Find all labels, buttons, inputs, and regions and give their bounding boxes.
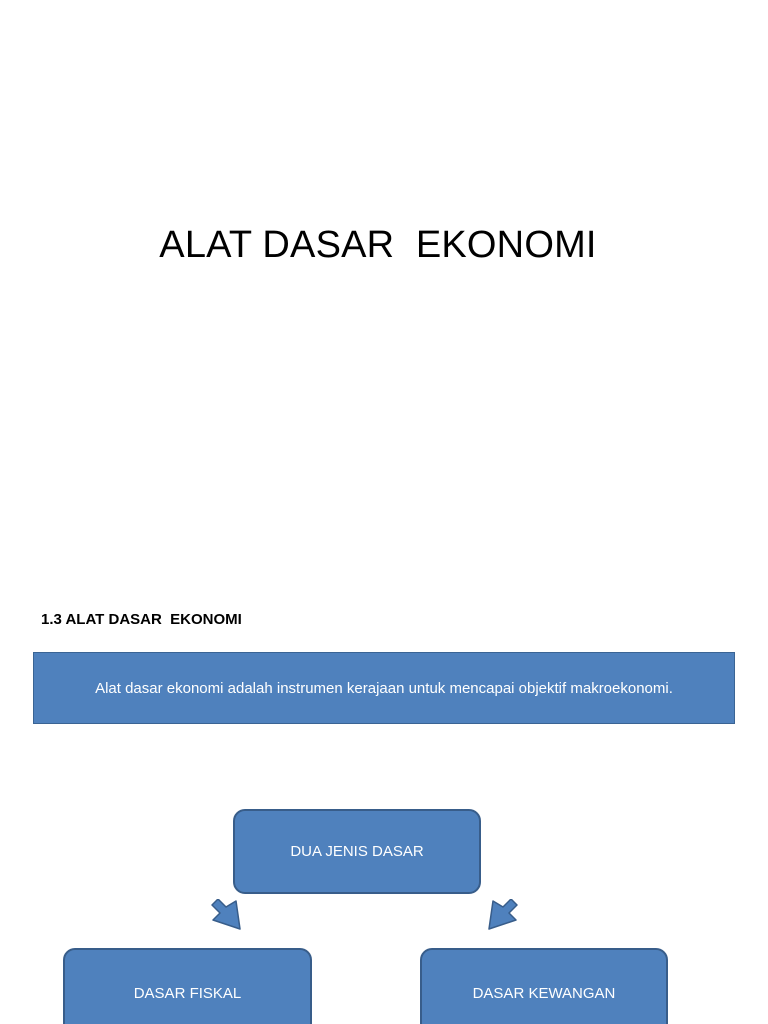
diagram-root-node bbox=[233, 809, 481, 894]
diagram-node-label: DASAR FISKAL bbox=[133, 984, 242, 1002]
diagram-root-label: DUA JENIS DASAR bbox=[290, 843, 424, 860]
arrow-down-left-icon bbox=[210, 899, 250, 939]
arrow-down-right-icon bbox=[479, 899, 519, 939]
diagram-node-label: DASAR KEWANGAN bbox=[472, 984, 616, 1002]
section-heading: 1.3 ALAT DASAR EKONOMI bbox=[41, 611, 242, 628]
definition-box bbox=[33, 652, 735, 724]
diagram-node-dasar-fiskal bbox=[63, 948, 312, 1024]
definition-text: Alat dasar ekonomi adalah instrumen kerajaan untuk mencapai objektif makroekonomi. bbox=[95, 680, 673, 697]
slide-title: ALAT DASAR EKONOMI bbox=[159, 224, 597, 266]
diagram-node-dasar-kewangan bbox=[420, 948, 668, 1024]
